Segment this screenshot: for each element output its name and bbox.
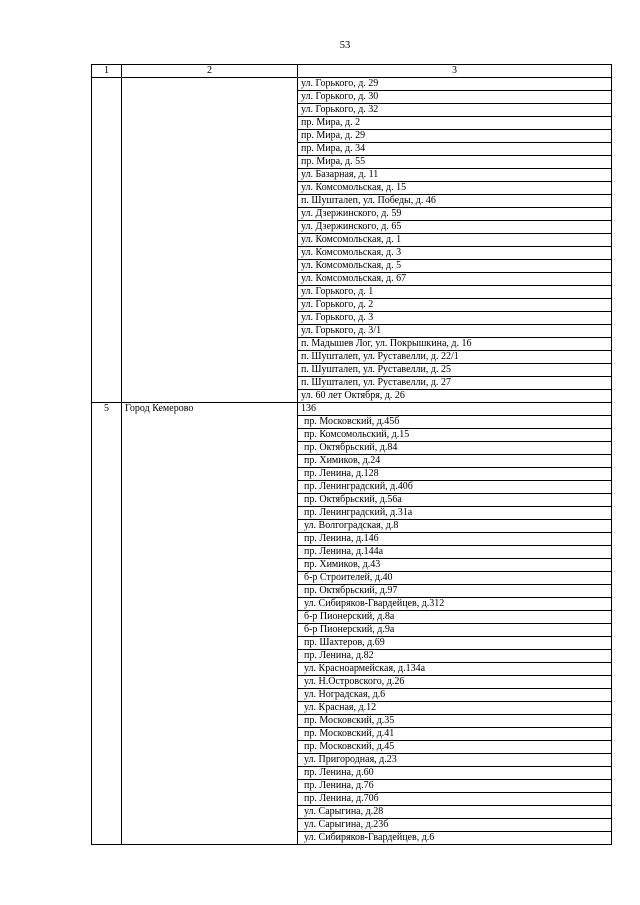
- table-row: [92, 104, 612, 117]
- municipality-cell: [122, 494, 298, 507]
- table-row: [92, 208, 612, 221]
- address-cell: ул. Пригородная, д.23: [298, 754, 612, 767]
- address-cell: пр. Шахтеров, д.69: [298, 637, 612, 650]
- table-row: [92, 832, 612, 845]
- municipality-cell: [122, 637, 298, 650]
- municipality-cell: [122, 221, 298, 234]
- address-cell: пр. Октябрьский, д.84: [298, 442, 612, 455]
- address-cell: пр. Ленина, д.70б: [298, 793, 612, 806]
- row-number-cell: [92, 416, 122, 429]
- row-number-cell: [92, 234, 122, 247]
- address-cell: пр. Мира, д. 29: [298, 130, 612, 143]
- table-row: [92, 312, 612, 325]
- row-number-cell: [92, 832, 122, 845]
- table-row: [92, 507, 612, 520]
- row-number-cell: [92, 741, 122, 754]
- municipality-cell: [122, 520, 298, 533]
- municipality-cell: [122, 806, 298, 819]
- table-row: [92, 351, 612, 364]
- address-cell: ул. Комсомольская, д. 5: [298, 260, 612, 273]
- row-number-cell: [92, 182, 122, 195]
- municipality-cell: [122, 533, 298, 546]
- address-cell: б-р Пионерский, д.8а: [298, 611, 612, 624]
- row-number-cell: [92, 351, 122, 364]
- row-number-cell: [92, 156, 122, 169]
- municipality-cell: [122, 273, 298, 286]
- address-cell: ул. Комсомольская, д. 15: [298, 182, 612, 195]
- municipality-cell: [122, 741, 298, 754]
- address-cell: п. Шушталеп, ул. Руставелли, д. 27: [298, 377, 612, 390]
- municipality-cell: [122, 832, 298, 845]
- row-number-cell: [92, 468, 122, 481]
- row-number-cell: [92, 390, 122, 403]
- municipality-cell: [122, 468, 298, 481]
- row-number-cell: [92, 104, 122, 117]
- table-row: [92, 416, 612, 429]
- municipality-cell: [122, 429, 298, 442]
- municipality-cell: [122, 767, 298, 780]
- municipality-cell: [122, 819, 298, 832]
- municipality-cell: [122, 728, 298, 741]
- address-cell: пр. Комсомольский, д.15: [298, 429, 612, 442]
- row-number-cell: [92, 364, 122, 377]
- municipality-cell: [122, 260, 298, 273]
- row-number-cell: [92, 247, 122, 260]
- row-number-cell: [92, 806, 122, 819]
- table-row: [92, 260, 612, 273]
- address-cell: пр. Ленина, д.60: [298, 767, 612, 780]
- address-cell: ул. Комсомольская, д. 67: [298, 273, 612, 286]
- table-row: [92, 728, 612, 741]
- row-number-cell: [92, 546, 122, 559]
- municipality-cell: [122, 377, 298, 390]
- row-number-cell: [92, 507, 122, 520]
- row-number-cell: [92, 767, 122, 780]
- table-row: [92, 715, 612, 728]
- table-row: [92, 806, 612, 819]
- address-cell: пр. Ленина, д.144а: [298, 546, 612, 559]
- table-row: [92, 468, 612, 481]
- row-number-cell: [92, 130, 122, 143]
- table-row: [92, 286, 612, 299]
- row-number-cell: [92, 78, 122, 91]
- address-cell: ул. Горького, д. 30: [298, 91, 612, 104]
- row-number-cell: [92, 689, 122, 702]
- address-cell: б-р Пионерский, д.9а: [298, 624, 612, 637]
- municipality-cell: [122, 195, 298, 208]
- address-cell: ул. Комсомольская, д. 3: [298, 247, 612, 260]
- address-cell: ул. Комсомольская, д. 1: [298, 234, 612, 247]
- municipality-cell: [122, 143, 298, 156]
- address-cell: пр. Мира, д. 34: [298, 143, 612, 156]
- municipality-cell: [122, 312, 298, 325]
- municipality-cell: [122, 676, 298, 689]
- table-row: [92, 585, 612, 598]
- table-row: [92, 572, 612, 585]
- table-row: [92, 234, 612, 247]
- address-cell: пр. Московский, д.45: [298, 741, 612, 754]
- table-row: [92, 338, 612, 351]
- row-number-cell: [92, 494, 122, 507]
- header-col-1: 1: [92, 65, 122, 78]
- address-cell: пр. Химиков, д.43: [298, 559, 612, 572]
- address-cell: ул. Красная, д.12: [298, 702, 612, 715]
- address-cell: ул. Ноградская, д.6: [298, 689, 612, 702]
- row-number-cell: [92, 585, 122, 598]
- row-number-cell: [92, 728, 122, 741]
- address-cell: 136: [298, 403, 612, 416]
- row-number-cell: [92, 637, 122, 650]
- table-row: [92, 494, 612, 507]
- municipality-cell: [122, 663, 298, 676]
- table-row: [92, 546, 612, 559]
- address-cell: пр. Московский, д.45б: [298, 416, 612, 429]
- header-col-2: 2: [122, 65, 298, 78]
- table-row: [92, 442, 612, 455]
- row-number-cell: [92, 481, 122, 494]
- row-number-cell: [92, 312, 122, 325]
- address-cell: ул. Сибиряков-Гвардейцев, д.6: [298, 832, 612, 845]
- table-header: [92, 65, 612, 78]
- table-row: [92, 247, 612, 260]
- table-row: [92, 780, 612, 793]
- row-number-cell: [92, 676, 122, 689]
- table-group: [92, 403, 612, 845]
- address-cell: пр. Химиков, д.24: [298, 455, 612, 468]
- row-number-cell: [92, 442, 122, 455]
- table-row: [92, 273, 612, 286]
- municipality-cell: [122, 208, 298, 221]
- table-row: [92, 637, 612, 650]
- municipality-cell: [122, 754, 298, 767]
- address-cell: ул. Сибиряков-Гвардейцев, д.312: [298, 598, 612, 611]
- municipality-cell: [122, 286, 298, 299]
- address-cell: ул. Дзержинского, д. 65: [298, 221, 612, 234]
- row-number-cell: [92, 650, 122, 663]
- table-row: [92, 325, 612, 338]
- row-number-cell: [92, 91, 122, 104]
- row-number-cell: [92, 260, 122, 273]
- table-row: [92, 520, 612, 533]
- row-number-cell: [92, 533, 122, 546]
- address-cell: п. Шушталеп, ул. Руставелли, д. 25: [298, 364, 612, 377]
- municipality-cell: [122, 390, 298, 403]
- table-row: [92, 78, 612, 91]
- address-cell: ул. Горького, д. 2: [298, 299, 612, 312]
- municipality-cell: [122, 780, 298, 793]
- municipality-cell: [122, 611, 298, 624]
- table-row: [92, 793, 612, 806]
- municipality-cell: [122, 117, 298, 130]
- address-cell: ул. Горького, д. 3: [298, 312, 612, 325]
- address-cell: п. Шушталеп, ул. Руставелли, д. 22/1: [298, 351, 612, 364]
- address-cell: п. Мадышев Лог, ул. Покрышкина, д. 16: [298, 338, 612, 351]
- table-row: [92, 455, 612, 468]
- address-cell: пр. Ленина, д.76: [298, 780, 612, 793]
- row-number-cell: [92, 221, 122, 234]
- row-number-cell: [92, 117, 122, 130]
- municipality-cell: [122, 585, 298, 598]
- municipality-cell: [122, 442, 298, 455]
- row-number-cell: [92, 702, 122, 715]
- address-cell: ул. Н.Островского, д.26: [298, 676, 612, 689]
- row-number-cell: [92, 559, 122, 572]
- municipality-cell: [122, 689, 298, 702]
- row-number-cell: [92, 598, 122, 611]
- table-row: [92, 221, 612, 234]
- municipality-cell: [122, 338, 298, 351]
- table-row: [92, 611, 612, 624]
- address-cell: пр. Ленина, д.146: [298, 533, 612, 546]
- table-row: [92, 754, 612, 767]
- address-cell: пр. Московский, д.41: [298, 728, 612, 741]
- table-row: [92, 182, 612, 195]
- municipality-cell: [122, 598, 298, 611]
- row-number-cell: [92, 169, 122, 182]
- row-number-cell: [92, 299, 122, 312]
- municipality-cell: [122, 351, 298, 364]
- municipality-cell: [122, 364, 298, 377]
- row-number-cell: [92, 338, 122, 351]
- municipality-cell: [122, 325, 298, 338]
- municipality-cell: Город Кемерово: [122, 403, 298, 416]
- address-cell: пр. Ленина, д.82: [298, 650, 612, 663]
- table-row: [92, 91, 612, 104]
- address-cell: ул. Дзержинского, д. 59: [298, 208, 612, 221]
- table-group: [92, 78, 612, 403]
- municipality-cell: [122, 507, 298, 520]
- table-row: [92, 377, 612, 390]
- row-number-cell: [92, 663, 122, 676]
- row-number-cell: [92, 819, 122, 832]
- table-row: [92, 663, 612, 676]
- municipality-cell: [122, 104, 298, 117]
- header-row: [92, 65, 612, 78]
- row-number-cell: [92, 208, 122, 221]
- address-cell: пр. Московский, д.35: [298, 715, 612, 728]
- table-row: [92, 117, 612, 130]
- municipality-cell: [122, 91, 298, 104]
- address-cell: ул. Горького, д. 32: [298, 104, 612, 117]
- address-cell: ул. 60 лет Октября, д. 26: [298, 390, 612, 403]
- row-number-cell: [92, 143, 122, 156]
- row-number-cell: [92, 754, 122, 767]
- row-number-cell: [92, 793, 122, 806]
- address-cell: пр. Октябрьский, д.56а: [298, 494, 612, 507]
- page-number: 53: [339, 40, 351, 51]
- row-number-cell: [92, 611, 122, 624]
- row-number-cell: [92, 520, 122, 533]
- row-number-cell: [92, 780, 122, 793]
- municipality-cell: [122, 234, 298, 247]
- municipality-cell: [122, 169, 298, 182]
- municipality-cell: [122, 702, 298, 715]
- row-number-cell: [92, 377, 122, 390]
- table-row: [92, 130, 612, 143]
- municipality-cell: [122, 78, 298, 91]
- table-row: [92, 624, 612, 637]
- address-cell: ул. Красноармейская, д.134а: [298, 663, 612, 676]
- address-cell: пр. Мира, д. 2: [298, 117, 612, 130]
- municipality-cell: [122, 299, 298, 312]
- table-row: [92, 403, 612, 416]
- address-cell: ул. Сарыгина, д.23б: [298, 819, 612, 832]
- municipality-cell: [122, 572, 298, 585]
- header-col-3: 3: [298, 65, 612, 78]
- address-cell: ул. Горького, д. 3/1: [298, 325, 612, 338]
- row-number-cell: [92, 572, 122, 585]
- municipality-cell: [122, 247, 298, 260]
- table-row: [92, 390, 612, 403]
- address-cell: ул. Сарыгина, д.28: [298, 806, 612, 819]
- table-row: [92, 598, 612, 611]
- address-cell: пр. Ленинградский, д.40б: [298, 481, 612, 494]
- address-cell: п. Шушталеп, ул. Победы, д. 46: [298, 195, 612, 208]
- table-row: [92, 819, 612, 832]
- table-row: [92, 676, 612, 689]
- table-row: [92, 156, 612, 169]
- row-number-cell: [92, 455, 122, 468]
- table-row: [92, 143, 612, 156]
- row-number-cell: [92, 715, 122, 728]
- table-row: [92, 702, 612, 715]
- table-row: [92, 689, 612, 702]
- municipality-cell: [122, 624, 298, 637]
- table-row: [92, 533, 612, 546]
- row-number-cell: [92, 429, 122, 442]
- address-cell: пр. Октябрьский, д.97: [298, 585, 612, 598]
- municipality-cell: [122, 546, 298, 559]
- table-row: [92, 299, 612, 312]
- address-cell: ул. Горького, д. 1: [298, 286, 612, 299]
- table-row: [92, 364, 612, 377]
- address-table: [91, 64, 612, 845]
- address-cell: ул. Базарная, д. 11: [298, 169, 612, 182]
- row-number-cell: [92, 195, 122, 208]
- address-cell: ул. Волгоградская, д.8: [298, 520, 612, 533]
- table-row: [92, 650, 612, 663]
- municipality-cell: [122, 715, 298, 728]
- row-number-cell: 5: [92, 403, 122, 416]
- table-row: [92, 169, 612, 182]
- municipality-cell: [122, 559, 298, 572]
- address-cell: б-р Строителей, д.40: [298, 572, 612, 585]
- municipality-cell: [122, 156, 298, 169]
- municipality-cell: [122, 416, 298, 429]
- table-row: [92, 559, 612, 572]
- address-cell: ул. Горького, д. 29: [298, 78, 612, 91]
- table-row: [92, 767, 612, 780]
- municipality-cell: [122, 182, 298, 195]
- municipality-cell: [122, 130, 298, 143]
- table-row: [92, 195, 612, 208]
- address-cell: пр. Ленина, д.128: [298, 468, 612, 481]
- row-number-cell: [92, 273, 122, 286]
- municipality-cell: [122, 650, 298, 663]
- table-row: [92, 741, 612, 754]
- row-number-cell: [92, 286, 122, 299]
- municipality-cell: [122, 793, 298, 806]
- table-row: [92, 481, 612, 494]
- table-row: [92, 429, 612, 442]
- row-number-cell: [92, 624, 122, 637]
- address-cell: пр. Мира, д. 55: [298, 156, 612, 169]
- row-number-cell: [92, 325, 122, 338]
- address-cell: пр. Ленинградский, д.31а: [298, 507, 612, 520]
- municipality-cell: [122, 481, 298, 494]
- municipality-cell: [122, 455, 298, 468]
